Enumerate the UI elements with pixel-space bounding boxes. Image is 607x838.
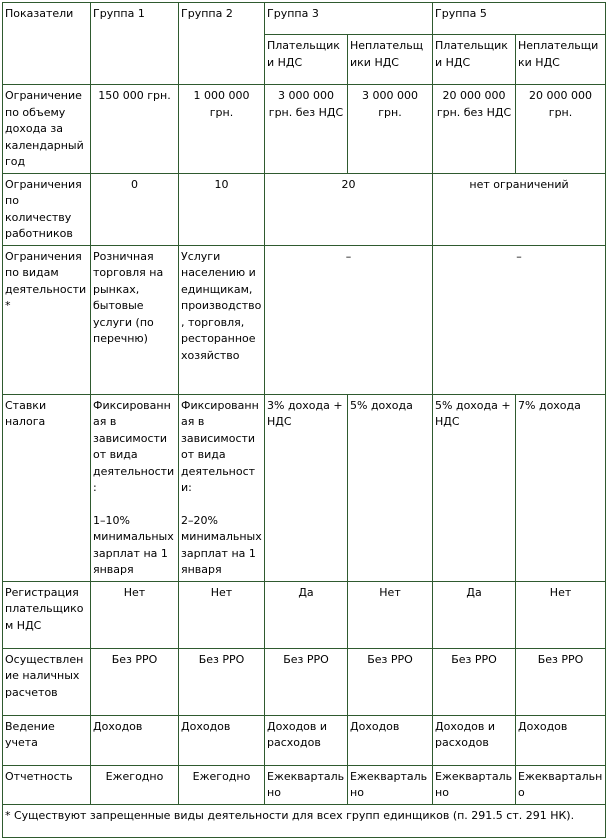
row-tax-rates [3,394,606,581]
cell-reporting-g5-nonvat: Ежеквартально [516,765,606,804]
cell-accounting-g3-vat: Доходов и расходов [265,715,348,765]
cell-workers-g3: 20 [265,173,433,245]
cell-cash-g5-vat: Без РРО [433,648,516,715]
cell-activity-g1: Розничная торговля на рынках, бытовые услуги (по перечню) [91,245,179,394]
cell-rates-g3-vat: 3% дохода + НДС [265,394,348,581]
cell-cash-g3-vat: Без РРО [265,648,348,715]
cell-accounting-g3-nonvat: Доходов [348,715,433,765]
cell-activity-g2: Услуги населению и единщикам, производство, торговля, ресторанное хозяйство [179,245,265,394]
header-group-2: Группа 2 [179,3,265,85]
header-group-3: Группа 3 [265,3,433,35]
row-label-reporting: Отчетность [3,765,91,804]
cell-workers-g5: нет ограничений [433,173,606,245]
cell-cash-g2: Без РРО [179,648,265,715]
cell-reporting-g5-vat: Ежеквартально [433,765,516,804]
header-g3-vat-payers: Плательщики НДС [265,35,348,85]
cell-workers-g1: 0 [91,173,179,245]
row-cash-settlements [3,648,606,715]
row-label-cash-settlements: Осуществление наличных расчетов [3,648,91,715]
cell-rates-g5-vat: 5% дохода + НДС [433,394,516,581]
row-label-income-limit: Ограничение по объему дохода за календарный год [3,85,91,174]
cell-income-g3-nonvat: 3 000 000 грн. [348,85,433,174]
header-row [3,3,606,35]
cell-vatreg-g5-nonvat: Нет [516,581,606,648]
cell-reporting-g1: Ежегодно [91,765,179,804]
cell-cash-g5-nonvat: Без РРО [516,648,606,715]
header-group-1: Группа 1 [91,3,179,85]
row-label-activity-limit: Ограничения по видам деятельности* [3,245,91,394]
cell-accounting-g5-nonvat: Доходов [516,715,606,765]
cell-accounting-g5-vat: Доходов и расходов [433,715,516,765]
cell-income-g1: 150 000 грн. [91,85,179,174]
header-g3-non-vat-payers: Неплательщики НДС [348,35,433,85]
cell-activity-g5: – [433,245,606,394]
cell-income-g2: 1 000 000 грн. [179,85,265,174]
header-group-5: Группа 5 [433,3,606,35]
cell-vatreg-g1: Нет [91,581,179,648]
row-label-vat-registration: Регистрация плательщиком НДС [3,581,91,648]
cell-rates-g2-basis: Фиксированная в зависимости от вида деятельности: [181,398,259,494]
row-label-workers-limit: Ограничения по количеству работников [3,173,91,245]
tax-groups-table [2,2,606,838]
cell-reporting-g3-vat: Ежеквартально [265,765,348,804]
cell-accounting-g1: Доходов [91,715,179,765]
cell-cash-g3-nonvat: Без РРО [348,648,433,715]
row-label-accounting: Ведение учета [3,715,91,765]
cell-cash-g1: Без РРО [91,648,179,715]
cell-rates-g2-range: 2–20% минимальных зарплат на 1 января [181,513,262,576]
row-accounting [3,715,606,765]
row-reporting [3,765,606,804]
header-indicators: Показатели [3,3,91,85]
cell-activity-g3: – [265,245,433,394]
cell-income-g5-nonvat: 20 000 000 грн. [516,85,606,174]
row-workers-limit [3,173,606,245]
row-label-tax-rates: Ставки налога [3,394,91,581]
footnote: * Существуют запрещенные виды деятельности для всех групп единщиков (п. 291.5 ст. 291 НК). [3,804,606,837]
header-g5-vat-payers: Плательщики НДС [433,35,516,85]
cell-vatreg-g3-nonvat: Нет [348,581,433,648]
cell-income-g5-vat: 20 000 000 грн. без НДС [433,85,516,174]
cell-vatreg-g2: Нет [179,581,265,648]
header-g5-non-vat-payers: Неплательщики НДС [516,35,606,85]
cell-rates-g2 [179,394,265,581]
cell-rates-g3-nonvat: 5% дохода [348,394,433,581]
cell-rates-g1 [91,394,179,581]
cell-reporting-g2: Ежегодно [179,765,265,804]
cell-workers-g2: 10 [179,173,265,245]
row-footnote [3,804,606,837]
row-activity-limit [3,245,606,394]
cell-rates-g5-nonvat: 7% дохода [516,394,606,581]
cell-vatreg-g5-vat: Да [433,581,516,648]
cell-rates-g1-basis: Фиксированная в зависимости от вида деятельности: [93,398,175,494]
row-vat-registration [3,581,606,648]
cell-reporting-g3-nonvat: Ежеквартально [348,765,433,804]
cell-vatreg-g3-vat: Да [265,581,348,648]
cell-income-g3-vat: 3 000 000 грн. без НДС [265,85,348,174]
cell-rates-g1-range: 1–10% минимальных зарплат на 1 января [93,513,174,576]
row-income-limit [3,85,606,174]
cell-accounting-g2: Доходов [179,715,265,765]
